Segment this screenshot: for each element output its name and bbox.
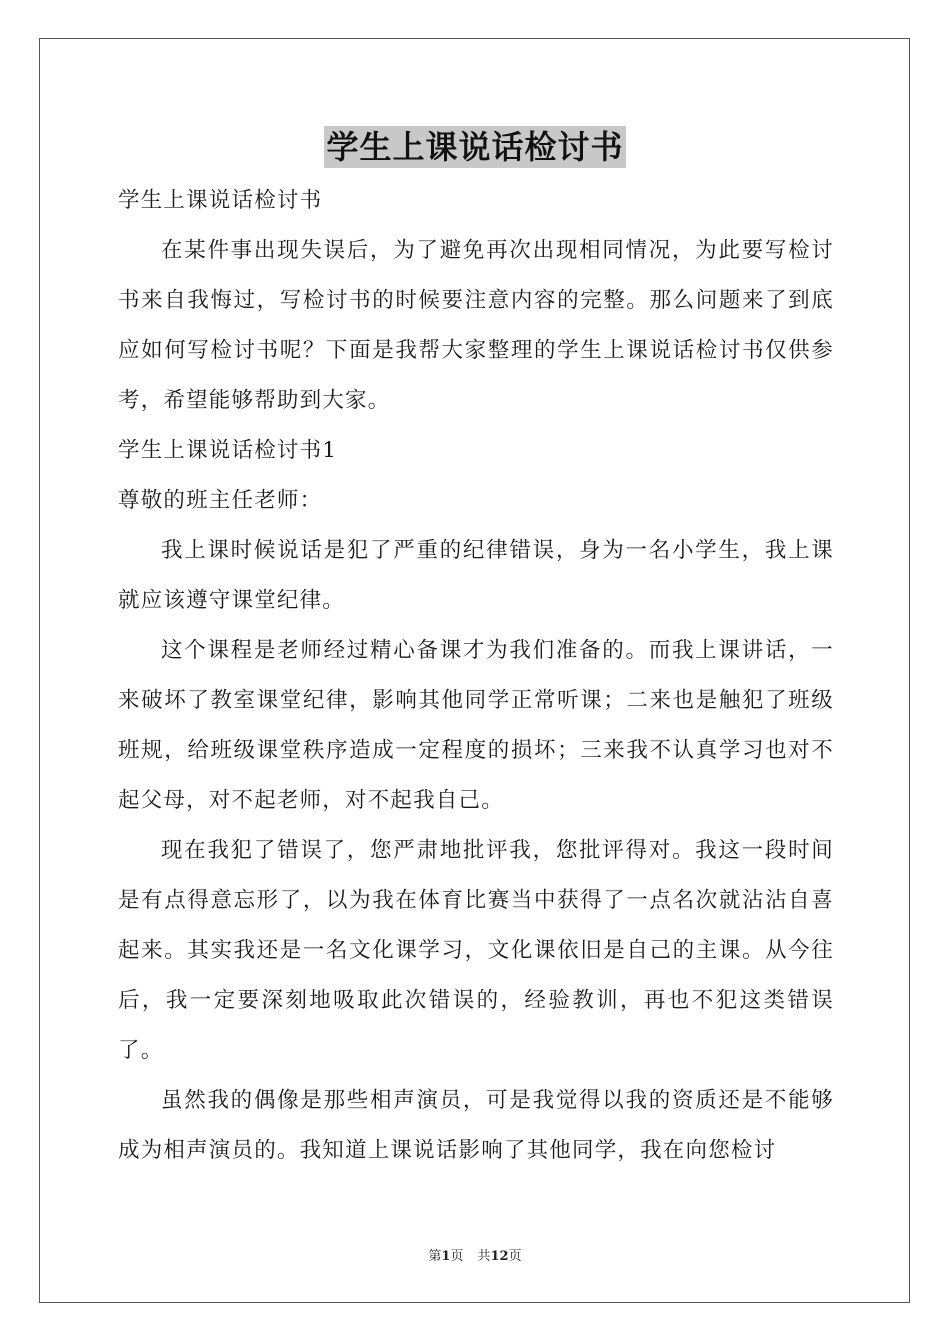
paragraph-body-4: 虽然我的偶像是那些相声演员，可是我觉得以我的资质还是不能够成为相声演员的。我知道上课说话影响了其他同学，我在向您检讨 — [118, 1088, 834, 1163]
total-prefix: 共 — [477, 1249, 491, 1264]
page-number: 1 — [441, 1249, 451, 1264]
paragraph-body-2: 这个课程是老师经过精心备课才为我们准备的。而我上课讲话，一来破坏了教室课堂纪律，影响其他同学正常听课；二来也是触犯了班级班规，给班级课堂秩序造成一定程度的损坏；三来我不认真学习也对不起父母，对不起老师，对不起我自己。 — [118, 638, 834, 813]
paragraph-intro: 在某件事出现失误后，为了避免再次出现相同情况，为此要写检讨书来自我悔过，写检讨书的时候要注意内容的完整。那么问题来了到底应如何写检讨书呢？下面是我帮大家整理的学生上课说话检讨书仅供参考，希望能够帮助到大家。 — [118, 238, 834, 413]
paragraph-salutation: 尊敬的班主任老师： — [118, 488, 323, 513]
document-body — [118, 176, 834, 1176]
total-suffix: 页 — [508, 1249, 522, 1264]
total-pages: 12 — [490, 1249, 509, 1264]
page-suffix: 页 — [450, 1249, 464, 1264]
document-title: 学生上课说话检讨书 — [326, 128, 624, 166]
title-area — [0, 126, 950, 168]
page-prefix: 第 — [428, 1249, 442, 1264]
paragraph-subtitle: 学生上课说话检讨书 — [118, 188, 323, 213]
page-footer — [0, 1248, 950, 1266]
paragraph-body-1: 我上课时候说话是犯了严重的纪律错误，身为一名小学生，我上课就应该遵守课堂纪律。 — [118, 538, 834, 613]
paragraph-body-3: 现在我犯了错误了，您严肃地批评我，您批评得对。我这一段时间是有点得意忘形了，以为我在体育比赛当中获得了一点名次就沾沾自喜起来。其实我还是一名文化课学习，文化课依旧是自己的主课。从今往后，我一定要深刻地吸取此次错误的，经验教训，再也不犯这类错误了。 — [118, 838, 834, 1063]
paragraph-section-heading: 学生上课说话检讨书1 — [118, 438, 338, 463]
